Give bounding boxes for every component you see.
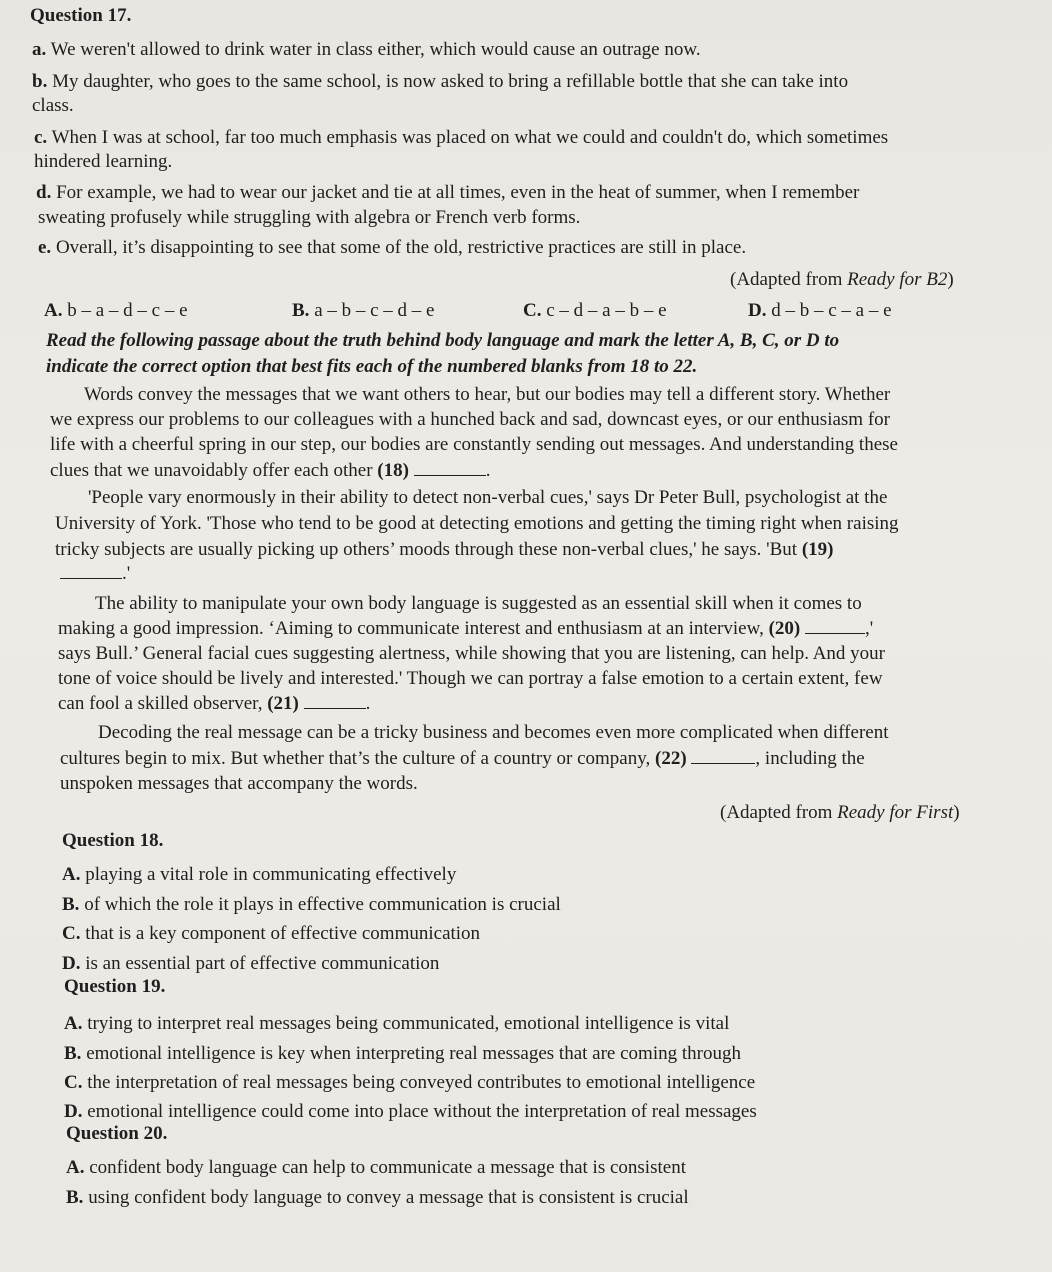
q18-option-a[interactable]: A. playing a vital role in communicating effectively [62, 864, 457, 885]
blank-19-label: (19) [801, 539, 834, 560]
option-b[interactable]: B. a – b – c – d – e [292, 300, 435, 321]
blank-20[interactable] [805, 633, 865, 634]
item-label: b. [32, 71, 48, 92]
passage-p4-line1: Decoding the real message can be a tricky business and becomes even more complicated when different [98, 722, 889, 743]
passage-p2-line3: tricky subjects are usually picking up others’ moods through these non-verbal clues,' he says. 'But (19) [55, 539, 834, 560]
q18-option-d[interactable]: D. is an essential part of effective communication [62, 953, 440, 974]
q17-sentence-d-cont: sweating profusely while struggling with algebra or French verb forms. [38, 207, 581, 228]
passage-p1-line1: Words convey the messages that we want others to hear, but our bodies may tell a different story. Whether [84, 384, 891, 405]
blank-21[interactable] [304, 708, 366, 709]
q20-option-b[interactable]: B. using confident body language to convey a message that is consistent is crucial [66, 1187, 689, 1208]
q19-option-d[interactable]: D. emotional intelligence could come into place without the interpretation of real messages [64, 1101, 757, 1122]
item-text: Overall, it’s disappointing to see that some of the old, restrictive practices are still in place. [55, 237, 747, 258]
q17-sentence-b [32, 70, 848, 94]
blank-18-label: (18) [377, 460, 409, 481]
passage-p1-line3: life with a cheerful spring in our step, our bodies are constantly sending out messages. And understanding these [50, 434, 898, 455]
passage-p2-line1: 'People vary enormously in their ability to detect non-verbal cues,' says Dr Peter Bull, psychologist at the [88, 487, 888, 508]
option-a[interactable]: A. b – a – d – c – e [44, 300, 188, 321]
source-title: Ready for First [837, 802, 954, 823]
instructions-line-1: Read the following passage about the truth behind body language and mark the letter A, B, C, or D to [46, 330, 840, 351]
q18-option-b[interactable]: B. of which the role it plays in effective communication is crucial [62, 894, 561, 915]
question-20-heading: Question 20. [66, 1123, 168, 1144]
passage-p3-line4: tone of voice should be lively and interested.' Though we can portray a false emotion to a certain extent, few [58, 668, 883, 689]
passage-p3-line3: says Bull.’ General facial cues suggesting alertness, while showing that you are listening, can help. And your [58, 643, 886, 664]
passage-p3-line2: making a good impression. ‘Aiming to communicate interest and enthusiasm at an interview, (20) ,' [58, 618, 874, 639]
item-text: My daughter, who goes to the same school, is now asked to bring a refillable bottle that she can take into [52, 71, 849, 92]
option-d[interactable]: D. d – b – c – a – e [748, 300, 892, 321]
q17-sentence-c [34, 126, 888, 150]
item-text: We weren't allowed to drink water in class either, which would cause an outrage now. [50, 39, 701, 60]
option-c[interactable]: C. c – d – a – b – e [523, 300, 667, 321]
passage-p3-line1: The ability to manipulate your own body language is suggested as an essential skill when it comes to [95, 593, 862, 614]
passage-p2-line4: .' [60, 562, 130, 586]
q19-option-b[interactable]: B. emotional intelligence is key when interpreting real messages that are coming through [64, 1043, 741, 1064]
blank-18[interactable] [414, 475, 486, 476]
item-label: e. [38, 237, 52, 258]
passage-p1-line2: we express our problems to our colleagues with a hunched back and sad, downcast eyes, or our enthusiasm for [50, 409, 890, 430]
q17-sentence-b-cont: class. [32, 95, 74, 116]
question-17-heading: Question 17. [30, 5, 132, 26]
q17-source: (Adapted from Ready for B2) [730, 269, 954, 290]
q20-option-a[interactable]: A. confident body language can help to communicate a message that is consistent [66, 1157, 686, 1178]
passage-p2-line2: University of York. 'Those who tend to be good at detecting emotions and getting the timing right when raising [55, 513, 899, 534]
q17-sentence-a [32, 38, 701, 62]
q17-sentence-e [38, 236, 746, 260]
question-19-heading: Question 19. [64, 976, 166, 997]
instructions-line-2: indicate the correct option that best fits each of the numbered blanks from 18 to 22. [46, 356, 698, 377]
item-label: c. [34, 127, 48, 148]
passage-p1-line4: clues that we unavoidably offer each other (18) . [50, 460, 491, 481]
item-label: d. [36, 182, 52, 203]
q17-sentence-d [36, 181, 859, 205]
blank-20-label: (20) [768, 618, 801, 639]
item-label: a. [32, 39, 47, 60]
blank-19[interactable] [60, 578, 122, 579]
passage-source: (Adapted from Ready for First) [720, 802, 960, 823]
passage-p3-line5: can fool a skilled observer, (21) . [58, 693, 371, 714]
blank-22-label: (22) [655, 748, 687, 769]
blank-22[interactable] [691, 763, 755, 764]
source-title: Ready for B2 [847, 269, 948, 290]
passage-p4-line2: cultures begin to mix. But whether that’s the culture of a country or company, (22) , including the [60, 748, 865, 769]
item-text: When I was at school, far too much emphasis was placed on what we could and couldn't do, which sometimes [51, 127, 889, 148]
blank-21-label: (21) [267, 693, 299, 714]
q17-sentence-c-cont: hindered learning. [34, 151, 173, 172]
q18-option-c[interactable]: C. that is a key component of effective communication [62, 923, 481, 944]
q19-option-a[interactable]: A. trying to interpret real messages being communicated, emotional intelligence is vital [64, 1013, 730, 1034]
passage-p4-line3: unspoken messages that accompany the words. [60, 773, 418, 794]
question-18-heading: Question 18. [62, 830, 164, 851]
q19-option-c[interactable]: C. the interpretation of real messages being conveyed contributes to emotional intelligence [64, 1072, 756, 1093]
item-text: For example, we had to wear our jacket and tie at all times, even in the heat of summer, when I remember [56, 182, 860, 203]
